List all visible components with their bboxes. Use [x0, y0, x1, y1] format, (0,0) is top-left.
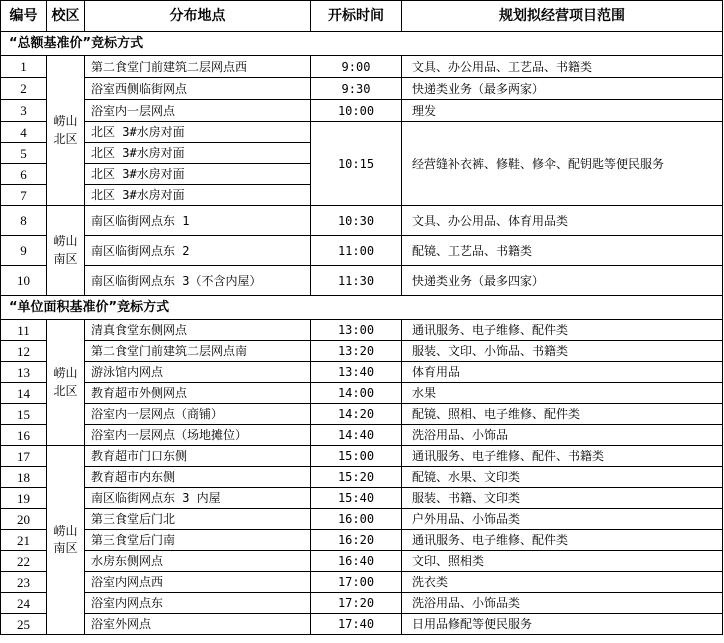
- table-row: [1, 206, 723, 236]
- time-cell: 13:00: [311, 320, 402, 341]
- time-cell: 10:00: [311, 100, 402, 122]
- scope-cell: 日用品修配等便民服务: [402, 614, 723, 635]
- header-location: 分布地点: [85, 1, 311, 32]
- time-cell: 15:40: [311, 488, 402, 509]
- campus-area: 南区: [53, 541, 78, 555]
- scope-cell: 洗浴用品、小饰品类: [402, 593, 723, 614]
- table-row: [1, 266, 723, 296]
- location-cell: 浴室内一层网点（商铺）: [85, 404, 311, 425]
- scope-cell: 洗衣类: [402, 572, 723, 593]
- scope-cell: 通讯服务、电子维修、配件、书籍类: [402, 446, 723, 467]
- scope-cell: 配镜、工艺品、书籍类: [402, 236, 723, 266]
- scope-cell: 体育用品: [402, 362, 723, 383]
- row-number: 6: [1, 164, 47, 185]
- scope-cell: 配镜、照相、电子维修、配件类: [402, 404, 723, 425]
- table-row: [1, 509, 723, 530]
- location-cell: 水房东侧网点: [85, 551, 311, 572]
- table-row: [1, 56, 723, 78]
- row-number: 10: [1, 266, 47, 296]
- time-cell: 17:00: [311, 572, 402, 593]
- location-cell: 浴室西侧临街网点: [85, 78, 311, 100]
- table-row: [1, 404, 723, 425]
- row-number: 14: [1, 383, 47, 404]
- scope-cell: 文具、办公用品、体育用品类: [402, 206, 723, 236]
- scope-cell: 服装、文印、小饰品、书籍类: [402, 341, 723, 362]
- table-row: [1, 122, 723, 143]
- time-cell: 10:15: [311, 122, 402, 206]
- row-number: 3: [1, 100, 47, 122]
- location-cell: 教育超市门口东侧: [85, 446, 311, 467]
- scope-cell: 水果: [402, 383, 723, 404]
- scope-cell: 服装、书籍、文印类: [402, 488, 723, 509]
- row-number: 17: [1, 446, 47, 467]
- row-number: 5: [1, 143, 47, 164]
- location-cell: 北区 3#水房对面: [85, 122, 311, 143]
- time-cell: 16:40: [311, 551, 402, 572]
- location-cell: 浴室内一层网点: [85, 100, 311, 122]
- time-cell: 9:30: [311, 78, 402, 100]
- row-number: 8: [1, 206, 47, 236]
- row-number: 24: [1, 593, 47, 614]
- row-number: 2: [1, 78, 47, 100]
- row-number: 18: [1, 467, 47, 488]
- table-row: [1, 593, 723, 614]
- row-number: 12: [1, 341, 47, 362]
- time-cell: 14:40: [311, 425, 402, 446]
- time-cell: 14:00: [311, 383, 402, 404]
- campus-cell: [47, 320, 85, 446]
- row-number: 22: [1, 551, 47, 572]
- time-cell: 14:20: [311, 404, 402, 425]
- time-cell: 11:30: [311, 266, 402, 296]
- table-row: [1, 614, 723, 635]
- section-title-row: [1, 32, 723, 56]
- time-cell: 9:00: [311, 56, 402, 78]
- location-cell: 清真食堂东侧网点: [85, 320, 311, 341]
- table-row: [1, 446, 723, 467]
- table-row: [1, 425, 723, 446]
- scope-cell: 快递类业务（最多四家）: [402, 266, 723, 296]
- campus-cell: [47, 56, 85, 206]
- campus-name: 崂山: [53, 114, 78, 129]
- row-number: 13: [1, 362, 47, 383]
- scope-cell: 经营缝补衣裤、修鞋、修伞、配钥匙等便民服务: [402, 122, 723, 206]
- header-row: [1, 1, 723, 32]
- location-cell: 第三食堂后门南: [85, 530, 311, 551]
- table-row: [1, 383, 723, 404]
- header-scope: 规划拟经营项目范围: [402, 1, 723, 32]
- time-cell: 15:00: [311, 446, 402, 467]
- scope-cell: 配镜、水果、文印类: [402, 467, 723, 488]
- table-row: [1, 488, 723, 509]
- location-cell: 南区临街网点东 3 内屋: [85, 488, 311, 509]
- time-cell: 11:00: [311, 236, 402, 266]
- location-cell: 第二食堂门前建筑二层网点西: [85, 56, 311, 78]
- table-row: [1, 78, 723, 100]
- header-no: 编号: [1, 1, 47, 32]
- campus-name: 崂山: [53, 366, 78, 381]
- scope-cell: 文印、照相类: [402, 551, 723, 572]
- table-row: [1, 362, 723, 383]
- scope-cell: 通讯服务、电子维修、配件类: [402, 530, 723, 551]
- scope-cell: 快递类业务（最多两家）: [402, 78, 723, 100]
- time-cell: 13:40: [311, 362, 402, 383]
- campus-area: 北区: [53, 131, 78, 146]
- section-title-row: [1, 296, 723, 320]
- table-row: [1, 467, 723, 488]
- row-number: 7: [1, 185, 47, 206]
- table-row: [1, 320, 723, 341]
- campus-area: 北区: [53, 383, 78, 398]
- time-cell: 16:20: [311, 530, 402, 551]
- location-cell: 北区 3#水房对面: [85, 164, 311, 185]
- location-cell: 浴室外网点: [85, 614, 311, 635]
- campus-area: 南区: [53, 251, 78, 266]
- scope-cell: 洗浴用品、小饰品: [402, 425, 723, 446]
- location-cell: 北区 3#水房对面: [85, 143, 311, 164]
- location-cell: 第三食堂后门北: [85, 509, 311, 530]
- campus-cell: [47, 446, 85, 635]
- campus-name: 崂山: [53, 234, 78, 249]
- table-row: [1, 530, 723, 551]
- row-number: 23: [1, 572, 47, 593]
- table-row: [1, 236, 723, 266]
- scope-cell: 通讯服务、电子维修、配件类: [402, 320, 723, 341]
- section-title: “单位面积基准价”竞标方式: [1, 296, 723, 320]
- location-cell: 教育超市内东侧: [85, 467, 311, 488]
- header-campus: 校区: [47, 1, 85, 32]
- location-cell: 南区临街网点东 3（不含内屋）: [85, 266, 311, 296]
- row-number: 16: [1, 425, 47, 446]
- row-number: 19: [1, 488, 47, 509]
- time-cell: 13:20: [311, 341, 402, 362]
- location-cell: 游泳馆内网点: [85, 362, 311, 383]
- time-cell: 17:40: [311, 614, 402, 635]
- table-row: [1, 341, 723, 362]
- scope-cell: 理发: [402, 100, 723, 122]
- table-row: [1, 100, 723, 122]
- row-number: 4: [1, 122, 47, 143]
- row-number: 11: [1, 320, 47, 341]
- row-number: 9: [1, 236, 47, 266]
- row-number: 15: [1, 404, 47, 425]
- header-time: 开标时间: [311, 1, 402, 32]
- time-cell: 15:20: [311, 467, 402, 488]
- time-cell: 16:00: [311, 509, 402, 530]
- location-cell: 南区临街网点东 1: [85, 206, 311, 236]
- section-title: “总额基准价”竞标方式: [1, 32, 723, 56]
- location-cell: 浴室内一层网点（场地摊位）: [85, 425, 311, 446]
- table-row: [1, 551, 723, 572]
- location-cell: 南区临街网点东 2: [85, 236, 311, 266]
- table-row: [1, 572, 723, 593]
- row-number: 20: [1, 509, 47, 530]
- row-number: 21: [1, 530, 47, 551]
- campus-cell: [47, 206, 85, 296]
- location-cell: 浴室内网点西: [85, 572, 311, 593]
- campus-name: 崂山: [53, 523, 78, 538]
- scope-cell: 户外用品、小饰品类: [402, 509, 723, 530]
- time-cell: 17:20: [311, 593, 402, 614]
- location-cell: 第二食堂门前建筑二层网点南: [85, 341, 311, 362]
- location-cell: 教育超市外侧网点: [85, 383, 311, 404]
- time-cell: 10:30: [311, 206, 402, 236]
- row-number: 1: [1, 56, 47, 78]
- row-number: 25: [1, 614, 47, 635]
- location-cell: 北区 3#水房对面: [85, 185, 311, 206]
- scope-cell: 文具、办公用品、工艺品、书籍类: [402, 56, 723, 78]
- location-cell: 浴室内网点东: [85, 593, 311, 614]
